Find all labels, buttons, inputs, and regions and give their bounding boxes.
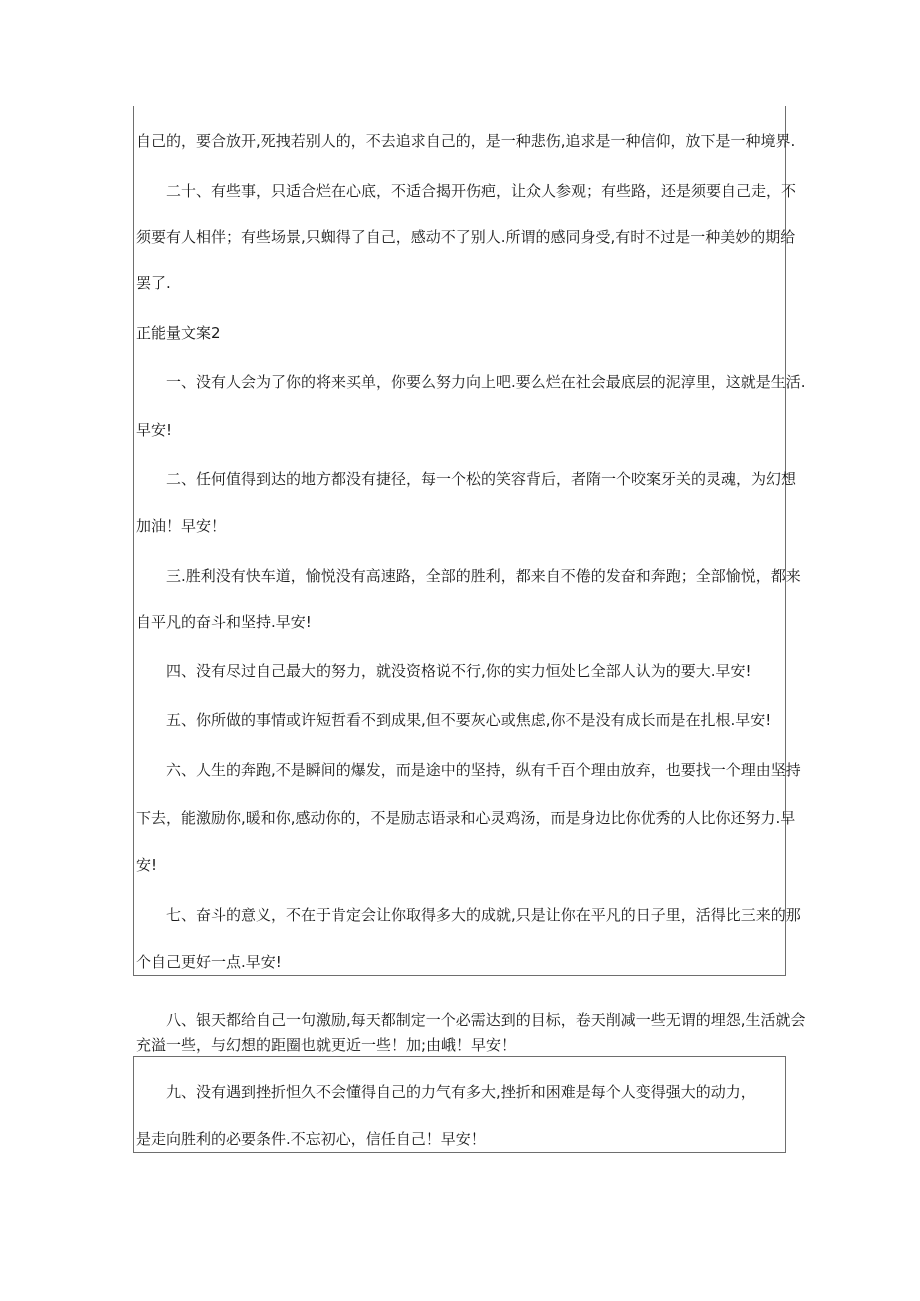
text-line: 八、银天都给自己一句激励,每天都制定一个必需达到的目标，卷天削减一些无谓的埋怨,生活就会 bbox=[166, 1011, 806, 1029]
text-line: 六、人生的奔跑,不是瞬间的爆发，而是途中的坚持，纵有千百个理由放弃，也要找一个理由坚持 bbox=[166, 761, 801, 779]
text-line: 一、没有人会为了你的将来买单，你要么努力向上吧.要么烂在社会最底层的泥淳里，这就是生活. bbox=[166, 373, 806, 391]
text-line: 是走向胜利的必要条件.不忘初心，信任自己！早安！ bbox=[136, 1130, 486, 1148]
section-heading: 正能量文案2 bbox=[136, 324, 221, 342]
text-line: 五、你所做的事情或许短哲看不到成果,但不要灰心或焦虑,你不是没有成长而是在扎根.早安! bbox=[166, 711, 772, 729]
text-line: 安! bbox=[136, 856, 158, 874]
text-line: 个自己更好一点.早安! bbox=[136, 953, 282, 971]
text-line: 九、没有遇到挫折怛久不会懂得自己的力气有多大,挫折和困难是每个人变得强大的动力， bbox=[166, 1083, 756, 1101]
text-line: 罢了. bbox=[136, 274, 171, 292]
text-line: 七、奋斗的意义，不在于肯定会让你取得多大的成就,只是让你在平凡的日子里，活得比三来的那 bbox=[166, 906, 801, 924]
text-line: 自平凡的奋斗和坚持.早安! bbox=[136, 613, 312, 631]
text-line: 下去，能激励你,暖和你,感动你的，不是励志语录和心灵鸡汤，而是身边比你优秀的人比你还努力.早 bbox=[136, 809, 796, 827]
text-line: 二、任何值得到达的地方都没有捷径，每一个松的笑容背后，者隋一个咬案牙关的灵魂，为幻想 bbox=[166, 470, 797, 488]
text-line: 早安! bbox=[136, 421, 173, 439]
text-line: 加油！早安！ bbox=[136, 517, 227, 535]
text-line: 四、没有尽过自己最大的努力，就没资格说不行,你的实力恒处匕全部人认为的要大.早安! bbox=[166, 662, 752, 680]
text-line: 二十、有些事，只适合烂在心底，不适合揭开伤疤，让众人参观；有些路，还是须要自己走，不 bbox=[166, 182, 797, 200]
text-line: 三.胜利没有快车道，愉悦没有高速路，全部的胜利，都来自不倦的发奋和奔跑；全部愉悦，都来 bbox=[166, 567, 801, 585]
text-line: 充溢一些，与幻想的距圈也就更近一些！加;由峨！早安！ bbox=[136, 1036, 517, 1054]
text-line: 自己的，要合放开,死拽若别人的，不去追求自己的，是一种悲伤,追求是一种信仰，放下是一种境界. bbox=[136, 132, 796, 150]
text-line: 须要有人相伴；有些场景,只蜘得了自己，感动不了别人.所谓的感同身受,有时不过是一种美妙的期给 bbox=[136, 228, 796, 246]
